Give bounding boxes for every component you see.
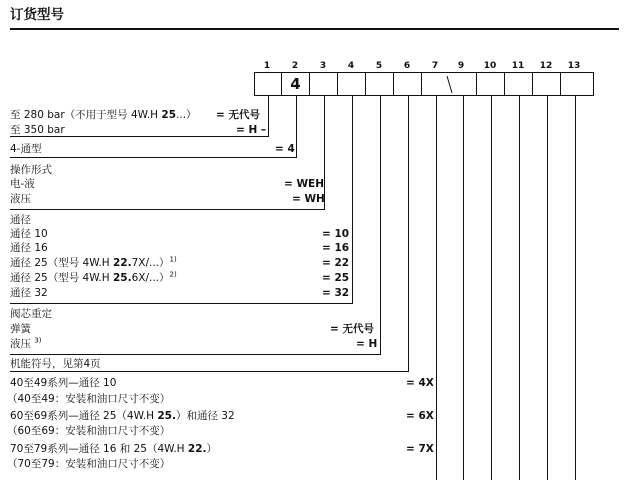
operation-row-electro-code: = WEH xyxy=(284,178,324,190)
size-row-25-text: 通径 25（型号 4W.H xyxy=(10,272,113,284)
operation-row-hydraulic-label: 液压 xyxy=(10,193,31,205)
size-row-22-label xyxy=(10,257,177,270)
size-row-32-label: 通径 32 xyxy=(10,287,48,299)
symbol-label: 机能符号，见第4页 xyxy=(10,358,101,370)
size-row-32-code: = 32 xyxy=(322,287,350,299)
size-underline xyxy=(10,303,353,304)
position-12: 12 xyxy=(539,61,553,71)
code-box-6 xyxy=(393,72,422,96)
spool-reset-spring-label: 弹簧 xyxy=(10,323,31,335)
series-7x-code: = 7X xyxy=(406,443,434,455)
leader-4 xyxy=(352,96,353,303)
footnote-2-marker: 2) xyxy=(169,270,177,279)
spool-reset-hydraulic-code: = H xyxy=(356,338,378,350)
pressure-row-280-label: 至 280 bar（不用于型号 4W.H xyxy=(10,109,162,121)
symbol-underline xyxy=(10,371,409,372)
position-9: 9 xyxy=(457,61,465,71)
omitted-positions-mark xyxy=(422,73,478,97)
size-row-25-label xyxy=(10,272,177,285)
code-box-3 xyxy=(309,72,338,96)
series-7x-text: 70至79系列—通径 16 和 25（4W.H xyxy=(10,443,188,455)
pressure-row-350-code: = H – xyxy=(236,124,267,136)
series-7x-bold: 22. xyxy=(187,443,207,455)
series-7x-line2: （70至79：安装和油口尺寸不变） xyxy=(7,458,171,470)
code-box-7-9 xyxy=(421,72,477,96)
series-6x-bold: 25. xyxy=(157,410,176,422)
series-4x-code: = 4X xyxy=(406,377,434,389)
pressure-row-350-label: 至 350 bar xyxy=(10,124,65,136)
size-row-22-code: = 22 xyxy=(322,257,350,269)
position-13: 13 xyxy=(567,61,581,71)
leader-11 xyxy=(519,96,520,480)
pressure-row-280-code: = 无代号 xyxy=(216,109,260,121)
code-box-12 xyxy=(532,72,561,96)
series-6x-code: = 6X xyxy=(406,410,434,422)
size-row-25-tail: 6X/...） xyxy=(131,272,170,284)
series-4x-line2: （40至49：安装和油口尺寸不变） xyxy=(7,393,171,405)
footnote-1-marker: 1) xyxy=(169,255,177,264)
size-row-25-bold: 25. xyxy=(112,272,132,284)
size-row-25-code: = 25 xyxy=(322,272,350,284)
code-box-5 xyxy=(365,72,394,96)
code-box-2 xyxy=(281,72,310,96)
position-4: 4 xyxy=(347,61,355,71)
code-box-1 xyxy=(254,72,282,96)
series-7x-tail: ） xyxy=(206,443,217,455)
position-5: 5 xyxy=(375,61,383,71)
size-row-10-code: = 10 xyxy=(322,228,350,240)
pressure-row-280 xyxy=(10,109,197,122)
size-row-16-label: 通径 16 xyxy=(10,242,48,254)
spool-reset-hydraulic-text: 液压 xyxy=(10,338,31,350)
leader-2 xyxy=(296,96,297,157)
leader-1 xyxy=(268,96,269,136)
page-title: 订货型号 xyxy=(10,7,64,23)
position-10: 10 xyxy=(483,61,497,71)
position-3: 3 xyxy=(319,61,327,71)
operation-row-electro-label: 电-液 xyxy=(10,178,35,190)
spool-reset-heading: 阀芯重定 xyxy=(10,308,52,320)
ways-code: = 4 xyxy=(275,143,295,155)
position-6: 6 xyxy=(403,61,411,71)
code-box-13 xyxy=(560,72,594,96)
series-6x-line2: （60至69：安装和油口尺寸不变） xyxy=(7,425,171,437)
code-box-2-value: 4 xyxy=(290,75,301,93)
leader-9 xyxy=(463,96,464,480)
footnote-3-marker: 3) xyxy=(34,336,42,345)
position-7: 7 xyxy=(431,61,439,71)
series-4x-line1: 40至49系列—通径 10 xyxy=(10,377,117,389)
leader-12 xyxy=(547,96,548,480)
pressure-row-280-tail: ...） xyxy=(176,109,197,121)
title-rule xyxy=(10,28,619,30)
operation-underline xyxy=(10,209,325,210)
size-heading: 通径 xyxy=(10,214,31,226)
position-11: 11 xyxy=(511,61,525,71)
series-6x-text: 60至69系列—通径 25（4W.H xyxy=(10,410,158,422)
operation-heading: 操作形式 xyxy=(10,164,52,176)
size-row-22-tail: 7X/...） xyxy=(131,257,170,269)
series-7x-line1 xyxy=(10,443,217,456)
code-box-4 xyxy=(337,72,366,96)
leader-10 xyxy=(491,96,492,480)
operation-row-hydraulic-code: = WH xyxy=(292,193,325,205)
leader-13 xyxy=(575,96,576,480)
size-row-10-label: 通径 10 xyxy=(10,228,48,240)
ways-label: 4-通型 xyxy=(10,143,42,155)
size-row-22-bold: 22. xyxy=(112,257,132,269)
position-1: 1 xyxy=(263,61,271,71)
series-6x-tail: ）和通径 32 xyxy=(175,410,235,422)
code-box-10 xyxy=(476,72,505,96)
size-row-16-code: = 16 xyxy=(322,242,350,254)
size-row-22-text: 通径 25（型号 4W.H xyxy=(10,257,113,269)
spool-reset-underline xyxy=(10,354,381,355)
pressure-row-280-bold: 25 xyxy=(161,109,177,121)
position-2: 2 xyxy=(291,61,299,71)
ways-underline xyxy=(10,157,297,158)
spool-reset-spring-code: = 无代号 xyxy=(330,323,374,335)
leader-5 xyxy=(380,96,381,354)
series-6x-line1 xyxy=(10,410,235,423)
code-box-11 xyxy=(504,72,533,96)
leader-6 xyxy=(408,96,409,371)
pressure-underline xyxy=(10,136,269,137)
spool-reset-hydraulic-label xyxy=(10,338,42,351)
leader-7 xyxy=(436,96,437,480)
